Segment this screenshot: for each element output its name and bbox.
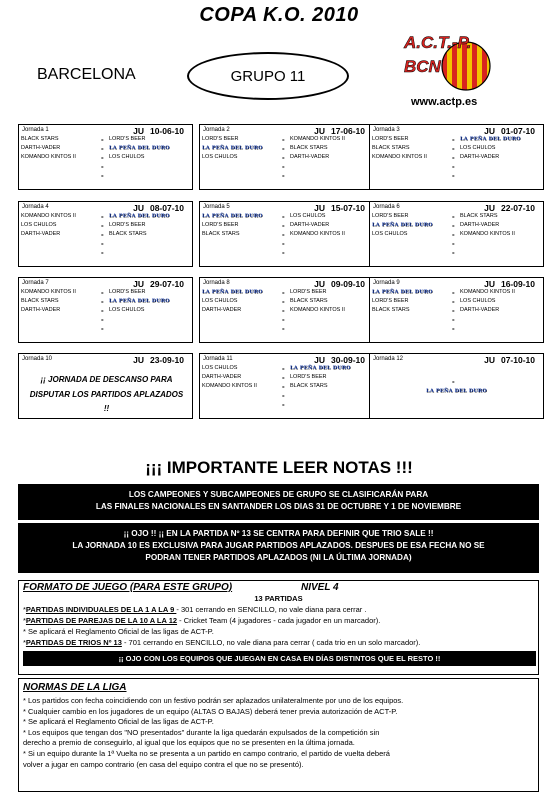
match-row [202, 239, 370, 248]
match-row [372, 315, 540, 324]
home-team: LA PEÑA DEL DURO [372, 222, 433, 228]
rule-item: * Se aplicará el Reglamento Oficial de las ligas de ACT-P. [23, 717, 214, 727]
home-team: BLACK STARS [372, 307, 410, 313]
match-row [21, 324, 189, 333]
row-dash: - [452, 153, 455, 162]
format-line-text: * Se aplicará el Reglamento Oficial de las ligas de ACT-P. [23, 627, 214, 636]
jornada-day: JU [314, 355, 325, 365]
match-row [372, 153, 540, 162]
home-team: LORD'S BEER [202, 222, 239, 228]
jornada-day: JU [484, 355, 495, 365]
jornada-day: JU [484, 279, 495, 289]
home-team: KOMANDO KINTOS II [21, 154, 76, 160]
match-row [202, 297, 370, 306]
match-row [202, 373, 370, 382]
row-dash: - [101, 230, 104, 239]
away-team: KOMANDO KINTOS II [290, 231, 345, 237]
rest-day-line-2: DISPUTAR LOS PARTIDOS APLAZADOS !! [29, 390, 184, 413]
row-dash: - [101, 297, 104, 306]
away-team: LORD'S BEER [109, 289, 146, 295]
home-team: DARTH-VADER [21, 231, 61, 237]
match-row [372, 221, 540, 230]
away-team: LOS CHULOS [109, 154, 145, 160]
notes-heading: ¡¡¡ IMPORTANTE LEER NOTAS !!! [145, 458, 413, 477]
bye-team: LA PEÑA DEL DURO [426, 388, 487, 394]
match-row [202, 315, 370, 324]
row-dash: - [101, 162, 104, 171]
jornada-label: Jornada 8 [203, 280, 230, 286]
rule-item: volver a jugar en campo contrario (en casa del equipo contra el que no se presentó). [23, 759, 304, 769]
format-line-heading: PARTIDAS DE PAREJAS DE LA 10 A LA 12 [25, 616, 178, 625]
away-team: KOMANDO KINTOS II [290, 307, 345, 313]
row-dash: - [282, 135, 285, 144]
away-team: DARTH-VADER [290, 154, 330, 160]
home-team: LOS CHULOS [202, 154, 238, 160]
away-team: BLACK STARS [290, 383, 328, 389]
row-dash: - [101, 248, 104, 257]
match-row [21, 239, 189, 248]
home-team: BLACK STARS [21, 136, 59, 142]
row-dash: - [282, 288, 285, 297]
away-team: KOMANDO KINTOS II [460, 289, 515, 295]
rest-day-line-1: ¡¡ JORNADA DE DESCANSO PARA [40, 375, 173, 384]
match-row [202, 288, 370, 297]
match-row [202, 162, 370, 171]
row-dash: - [101, 171, 104, 180]
home-team: LOS CHULOS [202, 365, 238, 371]
jornada-day: JU [314, 279, 325, 289]
row-dash: - [101, 239, 104, 248]
home-team: LORD'S BEER [372, 213, 409, 219]
row-dash: - [282, 324, 285, 333]
warning-banner-line-2: LA JORNADA 10 ES EXCLUSIVA PARA JUGAR PARTIDOS APLAZADOS. DESPUES DE ESA FECHA NO SE [72, 541, 485, 550]
jornada-day: JU [484, 203, 495, 213]
row-dash: - [452, 239, 455, 248]
jornada-card-4 [18, 201, 193, 267]
match-row [202, 230, 370, 239]
home-team: LOS CHULOS [202, 298, 238, 304]
jornada-label: Jornada 10 [22, 356, 53, 362]
home-team: KOMANDO KINTOS II [372, 154, 427, 160]
jornada-label: Jornada 6 [373, 204, 400, 210]
format-title: FORMATO DE JUEGO (PARA ESTE GRUPO) [23, 582, 233, 593]
row-dash: - [282, 382, 285, 391]
home-team: DARTH-VADER [202, 374, 242, 380]
jornada-day: JU [133, 126, 144, 136]
jornada-label: Jornada 4 [22, 204, 49, 210]
match-row [372, 144, 540, 153]
jornada-label: Jornada 1 [22, 127, 49, 133]
away-team: LA PEÑA DEL DURO [290, 365, 351, 371]
home-team: LOS CHULOS [372, 231, 408, 237]
format-line-text: - 301 cerrando en SENCILLO, no vale diana para cerrar . [176, 605, 367, 614]
away-team: DARTH-VADER [290, 222, 330, 228]
away-team: KOMANDO KINTOS II [290, 136, 345, 142]
match-row [372, 239, 540, 248]
jornada-date-value: 29-07-10 [149, 279, 184, 289]
jornada-card-9 [369, 277, 544, 343]
jornada-card-11 [199, 353, 374, 419]
jornada-label: Jornada 3 [373, 127, 400, 133]
row-dash: - [452, 297, 455, 306]
match-row [21, 153, 189, 162]
row-dash: - [452, 248, 455, 257]
row-dash: - [101, 212, 104, 221]
home-team: LORD'S BEER [372, 136, 409, 142]
row-dash: - [101, 135, 104, 144]
website-url: www.actp.es [411, 96, 478, 108]
match-row [202, 391, 370, 400]
away-team: LA PEÑA DEL DURO [109, 298, 170, 304]
row-dash: - [282, 239, 285, 248]
format-line-text: - Cricket Team (4 jugadores - cada jugador en un marcador). [177, 616, 381, 625]
warning-banner-line-1: ¡¡ OJO !! ¡¡ EN LA PARTIDA Nº 13 SE CENTRA PARA DEFINIR QUE TRIO SALE !! [123, 529, 434, 538]
home-team: LORD'S BEER [202, 136, 239, 142]
finals-banner [18, 484, 539, 520]
match-row [372, 162, 540, 171]
jornada-date-value: 22-07-10 [500, 203, 535, 213]
match-row [202, 248, 370, 257]
jornada-label: Jornada 2 [203, 127, 230, 133]
jornada-card-5 [199, 201, 374, 267]
finals-banner-line-2: LAS FINALES NACIONALES EN SANTANDER LOS DIAS 31 DE OCTUBRE Y 1 DE NOVIEMBRE [95, 502, 462, 511]
jornada-day: JU [133, 203, 144, 213]
match-row [372, 248, 540, 257]
home-team: DARTH-VADER [21, 145, 61, 151]
away-team: LOS CHULOS [460, 145, 496, 151]
format-line-text: - 701 cerrando en SENCILLO, no vale diana para cerrar ( cada trio en un solo marcador). [121, 638, 421, 647]
match-row [202, 171, 370, 180]
row-dash: - [282, 364, 285, 373]
logo-text-top: A.C.T.-P. [404, 33, 472, 52]
row-dash: - [282, 212, 285, 221]
page-title: COPA K.O. 2010 [199, 4, 359, 26]
match-row [202, 324, 370, 333]
home-team: DARTH-VADER [202, 307, 242, 313]
match-row [21, 297, 189, 306]
row-dash: - [101, 315, 104, 324]
format-box [18, 580, 539, 675]
match-row [21, 212, 189, 221]
away-team: LORD'S BEER [290, 374, 327, 380]
row-dash: - [282, 230, 285, 239]
away-team: DARTH-VADER [460, 222, 500, 228]
match-row [372, 324, 540, 333]
jornada-date-value: 08-07-10 [149, 203, 184, 213]
home-team: LA PEÑA DEL DURO [372, 289, 433, 295]
away-team: LORD'S BEER [290, 289, 327, 295]
rule-item: * Los equipos que tengan dos "NO presentados" durante la liga quedarán expulsados de la competición sin [23, 727, 380, 737]
rule-item: derecho a premio de conseguirlo, al igual que los equipos que no se presenten en la última jornada. [23, 738, 355, 748]
jornada-label: Jornada 11 [203, 356, 233, 362]
format-line-reglamento [23, 627, 214, 636]
jornada-date-value: 23-09-10 [149, 355, 184, 365]
row-dash: - [452, 377, 455, 386]
row-dash: - [101, 153, 104, 162]
home-team: LA PEÑA DEL DURO [202, 145, 263, 151]
away-team: LA PEÑA DEL DURO [460, 136, 521, 142]
format-partidas: 13 PARTIDAS [254, 594, 303, 603]
jornada-card-8 [199, 277, 374, 343]
format-line-individual: *PARTIDAS INDIVIDUALES DE LA 1 A LA 9 - 301 cerrando en SENCILLO, no vale diana para cerrar . [23, 605, 367, 614]
row-dash: - [452, 221, 455, 230]
jornada-label: Jornada 9 [373, 280, 400, 286]
row-dash: - [282, 144, 285, 153]
warning-banner [18, 523, 539, 573]
row-dash: - [282, 306, 285, 315]
rules-title: NORMAS DE LA LIGA [23, 682, 127, 693]
rule-item: * Cualquier cambio en los jugadores de un equipo (ALTAS O BAJAS) deberá tener previa autorización de ACT-P. [23, 706, 398, 716]
home-team: LOS CHULOS [21, 222, 57, 228]
match-row [21, 230, 189, 239]
match-row [372, 288, 540, 297]
row-dash: - [101, 306, 104, 315]
group-oval [187, 52, 349, 100]
home-team: KOMANDO KINTOS II [21, 213, 76, 219]
match-row [21, 144, 189, 153]
row-dash: - [452, 135, 455, 144]
row-dash: - [101, 288, 104, 297]
jornada-date-value: 17-06-10 [330, 126, 365, 136]
finals-banner-line-1: LOS CAMPEONES Y SUBCAMPEONES DE GRUPO SE CLASIFICARÁN PARA [128, 490, 429, 499]
match-row [202, 364, 370, 373]
jornada-card-7 [18, 277, 193, 343]
away-team: DARTH-VADER [460, 307, 500, 313]
row-dash: - [282, 162, 285, 171]
match-row [372, 230, 540, 239]
row-dash: - [101, 144, 104, 153]
row-dash: - [282, 221, 285, 230]
match-row [202, 135, 370, 144]
match-row [21, 171, 189, 180]
bye-dash-row [372, 377, 540, 386]
away-team: KOMANDO KINTOS II [460, 231, 515, 237]
match-row [21, 135, 189, 144]
jornada-date-value: 01-07-10 [500, 126, 535, 136]
warning-banner-line-3: PODRAN TENER PARTIDOS APLAZADOS (NI LA ÚLTIMA JORNADA) [145, 553, 412, 562]
row-dash: - [282, 373, 285, 382]
away-team: LOS CHULOS [109, 307, 145, 313]
home-team: LA PEÑA DEL DURO [202, 289, 263, 295]
row-dash: - [282, 315, 285, 324]
home-team: BLACK STARS [202, 231, 240, 237]
match-row [372, 212, 540, 221]
row-dash: - [452, 324, 455, 333]
row-dash: - [452, 288, 455, 297]
away-team: DARTH-VADER [460, 154, 500, 160]
jornada-label: Jornada 12 [373, 356, 404, 362]
row-dash: - [282, 391, 285, 400]
jornada-label: Jornada 5 [203, 204, 230, 210]
jornada-date [133, 355, 184, 365]
row-dash: - [101, 324, 104, 333]
row-dash: - [101, 221, 104, 230]
match-row [21, 221, 189, 230]
home-team: BLACK STARS [21, 298, 59, 304]
format-line-heading: PARTIDAS INDIVIDUALES DE LA 1 A LA 9 [25, 605, 177, 614]
match-row [202, 153, 370, 162]
rules-list [23, 696, 535, 770]
match-row [21, 306, 189, 315]
actp-logo [402, 28, 506, 92]
rules-box [18, 678, 539, 792]
away-team: BLACK STARS [290, 298, 328, 304]
jornada-date-value: 30-09-10 [330, 355, 365, 365]
home-team: KOMANDO KINTOS II [21, 289, 76, 295]
jornada-card-6 [369, 201, 544, 267]
jornada-card-3 [369, 124, 544, 190]
row-dash: - [282, 248, 285, 257]
format-level: NIVEL 4 [301, 582, 339, 593]
format-line-trios: *PARTIDAS DE TRIOS Nº 13 - 701 cerrando en SENCILLO, no vale diana para cerrar ( cada trio en un solo marcador). [23, 638, 421, 647]
away-team: LA PEÑA DEL DURO [109, 213, 170, 219]
match-row [372, 171, 540, 180]
match-row [21, 315, 189, 324]
away-team: LA PEÑA DEL DURO [109, 145, 170, 151]
row-dash: - [452, 306, 455, 315]
away-team: LORD'S BEER [109, 222, 146, 228]
group-label: GRUPO 11 [230, 67, 306, 85]
row-dash: - [452, 171, 455, 180]
row-dash: - [452, 144, 455, 153]
logo-text-bottom: BCN [404, 57, 441, 76]
city-label: BARCELONA [37, 66, 136, 83]
home-team: DARTH-VADER [21, 307, 61, 313]
home-team: LORD'S BEER [372, 298, 409, 304]
match-row [21, 288, 189, 297]
match-row [202, 144, 370, 153]
rule-item: * Los partidos con fecha coincidiendo con un festivo podrán ser aplazados unilateralmente por uno de los equipos. [23, 696, 404, 705]
jornada-date [484, 355, 535, 365]
row-dash: - [452, 230, 455, 239]
jornada-card-12 [369, 353, 544, 419]
home-team: LA PEÑA DEL DURO [202, 213, 263, 219]
row-dash: - [282, 297, 285, 306]
jornada-day: JU [133, 279, 144, 289]
row-dash: - [452, 212, 455, 221]
match-row [372, 135, 540, 144]
jornada-card-2 [199, 124, 374, 190]
jornada-date-value: 15-07-10 [330, 203, 365, 213]
jornada-card-1 [18, 124, 193, 190]
row-dash: - [452, 315, 455, 324]
jornada-date-value: 07-10-10 [500, 355, 535, 365]
row-dash: - [282, 171, 285, 180]
jornada-date-value: 09-09-10 [330, 279, 365, 289]
away-team: BLACK STARS [290, 145, 328, 151]
rule-item: * Si un equipo durante la 1ª Vuelta no se presenta a un partido en campo contrario, el partido de vuelta deberá [23, 748, 390, 758]
jornada-label: Jornada 7 [22, 280, 49, 286]
home-days-warning: ¡¡ OJO CON LOS EQUIPOS QUE JUEGAN EN CASA EN DÍAS DISTINTOS QUE EL RESTO !! [23, 651, 536, 666]
away-team: BLACK STARS [460, 213, 498, 219]
row-dash: - [282, 153, 285, 162]
home-team: BLACK STARS [372, 145, 410, 151]
jornada-day: JU [314, 126, 325, 136]
format-line-heading: PARTIDAS DE TRIOS Nº 13 [25, 638, 122, 647]
away-team: BLACK STARS [109, 231, 147, 237]
match-row [202, 382, 370, 391]
match-row [372, 306, 540, 315]
match-row [372, 297, 540, 306]
jornada-card-10 [18, 353, 193, 419]
match-row [202, 306, 370, 315]
row-dash: - [452, 162, 455, 171]
row-dash: - [282, 400, 285, 409]
home-team: KOMANDO KINTOS II [202, 383, 257, 389]
jornada-day: JU [314, 203, 325, 213]
jornada-day: JU [133, 355, 144, 365]
away-team: LORD'S BEER [109, 136, 146, 142]
match-row [21, 162, 189, 171]
format-line-parejas: *PARTIDAS DE PAREJAS DE LA 10 A LA 12 - Cricket Team (4 jugadores - cada jugador en un marcador). [23, 616, 381, 625]
jornada-date-value: 16-09-10 [500, 279, 535, 289]
match-row [202, 221, 370, 230]
away-team: LOS CHULOS [460, 298, 496, 304]
away-team: LOS CHULOS [290, 213, 326, 219]
match-row [202, 400, 370, 409]
jornada-date-value: 10-06-10 [149, 126, 184, 136]
match-row [21, 248, 189, 257]
match-row [202, 212, 370, 221]
jornada-day: JU [484, 126, 495, 136]
